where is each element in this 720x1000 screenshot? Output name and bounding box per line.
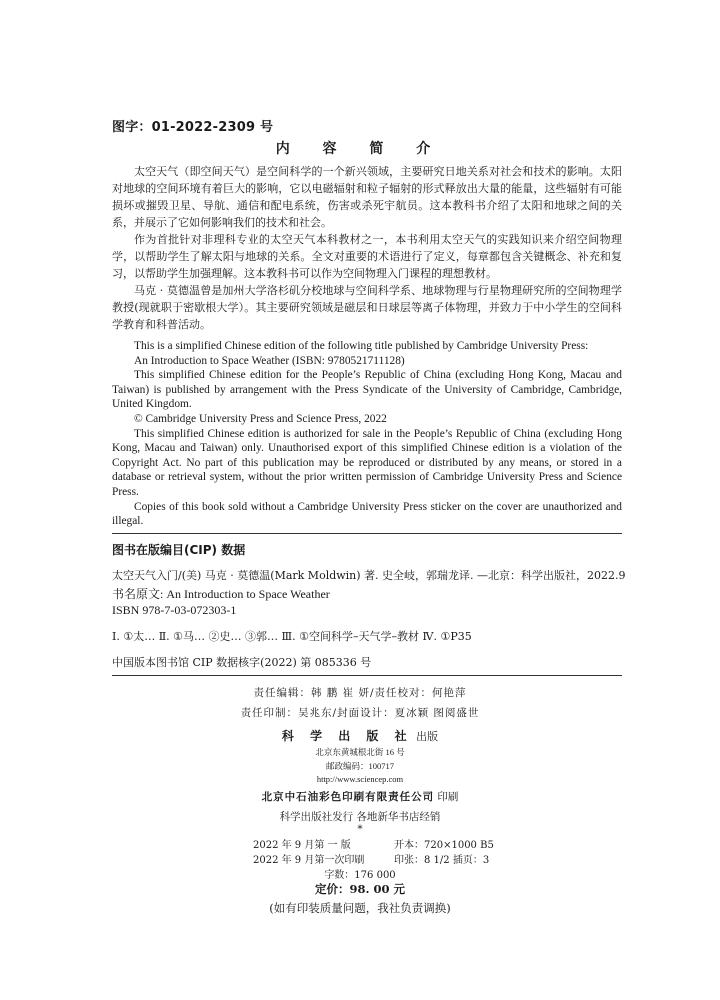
replacement-note: (如有印装质量问题，我社负责调换) xyxy=(269,901,451,915)
editors-line: 责任编辑：韩 鹏 崔 妍/责任校对：何艳萍 xyxy=(253,687,467,699)
summary-paragraph: 马克 · 莫德温曾是加州大学洛杉矶分校地球与空间科学系、地球物理与行星物理研究所的空间物理学教授(现就职于密歇根大学）。其主要研究领域是磁层和日球层等离子体物理，并致力于中小学生的空间科学教育和科普活动。 xyxy=(112,284,622,331)
distribution-line: 科学出版社发行 各地新华书店经销 xyxy=(279,811,441,823)
english-paragraph: Copies of this book sold without a Cambridge University Press sticker on the cover are unauthorized and illegal. xyxy=(112,500,622,528)
separator-star: * xyxy=(357,823,363,835)
cip-number: 中国版本图书馆 CIP 数据核字(2022) 第 085336 号 xyxy=(112,656,372,669)
production-line: 责任印制：吴兆东/封面设计：夏冰颖 图阅盛世 xyxy=(240,707,480,719)
sheets-plates: 印张：8 1/2 插页：3 xyxy=(394,855,490,866)
english-paragraph: An Introduction to Space Weather (ISBN: 9780521711128) xyxy=(134,354,405,367)
summary-text xyxy=(112,163,622,333)
publisher-postcode: 邮政编码：100717 xyxy=(325,761,394,771)
printer-line xyxy=(0,789,720,804)
edition-date: 2022 年 9 月第 一 版 xyxy=(253,840,351,851)
cip-original-title: 书名原文: An Introduction to Space Weather xyxy=(112,587,330,601)
format-size: 开本：720×1000 B5 xyxy=(394,840,494,851)
english-copyright-notice xyxy=(112,339,622,529)
printing-date: 2022 年 9 月第一次印刷 xyxy=(253,855,365,866)
publisher-url: http://www.sciencep.com xyxy=(316,774,404,784)
edition-line xyxy=(253,836,513,851)
printing-line xyxy=(253,851,513,866)
english-paragraph: © Cambridge University Press and Science Press, 2022 xyxy=(134,412,387,425)
english-paragraph: This is a simplified Chinese edition of the following title published by Cambridge University Press: xyxy=(134,340,589,352)
printer-name: 北京中石油彩色印刷有限责任公司 xyxy=(261,791,435,803)
publisher-suffix: 出版 xyxy=(412,730,439,743)
divider xyxy=(112,533,622,534)
cip-entry: 太空天气入门/(美) 马克 · 莫德温(Mark Moldwin) 著. 史全岐，郭瑞龙译. —北京：科学出版社，2022.9 xyxy=(112,569,626,582)
divider xyxy=(112,675,622,676)
summary-paragraph: 太空天气（即空间天气）是空间科学的一个新兴领域，主要研究日地关系对社会和技术的影响。太阳对地球的空间环境有着巨大的影响，它以电磁辐射和粒子辐射的形式释放出大量的能量，这些辐射有可能损坏或摧毁卫星、导航、通信和配电系统，伤害或杀死宇航员。这本教科书介绍了太阳和地球之间的关系，并展示了它如何影响我们的技术和社会。 xyxy=(112,165,622,229)
word-count: 字数：176 000 xyxy=(324,870,396,881)
summary-title: 内 容 简 介 xyxy=(275,141,445,157)
publisher-address: 北京东黄城根北街 16 号 xyxy=(315,747,405,757)
cip-classification: Ⅰ. ①太… Ⅱ. ①马… ②史… ③郭… Ⅲ. ①空间科学–天气学–教材 Ⅳ. ①P35 xyxy=(112,630,472,643)
cip-heading: 图书在版编目(CIP) 数据 xyxy=(112,543,246,557)
registration-number: 图字：01-2022-2309 号 xyxy=(112,120,274,135)
printer-suffix: 印刷 xyxy=(434,791,459,803)
publisher-name: 科 学 出 版 社 xyxy=(281,729,413,743)
price: 定价：98. 00 元 xyxy=(314,882,406,896)
english-paragraph: This simplified Chinese edition for the People’s Republic of China (excluding Hong Kong, Macau and Taiwan) is published by arrangement with the Press Syndicate of the University of Cambridge, Cambridge, United Kingdom. xyxy=(112,369,622,411)
cip-isbn: ISBN 978-7-03-072303-1 xyxy=(112,603,237,617)
summary-paragraph: 作为首批针对非理科专业的太空天气本科教材之一，本书利用太空天气的实践知识来介绍空间物理学，以帮助学生了解太阳与地球的关系。全文对重要的术语进行了定义，每章都包含关键概念、补充和复习，以帮助学生加强理解。这本教科书可以作为空间物理入门课程的理想教材。 xyxy=(112,233,622,280)
english-paragraph: This simplified Chinese edition is authorized for sale in the People’s Republic of China (excluding Hong Kong, Macau and Taiwan) only. Unauthorised export of this simplified Chinese edition is a violation of the Copyright Act. No part of this publication may be reproduced or distributed by any means, or stored in a database or retrieval system, without the prior written permission of Cambridge University Press and Science Press. xyxy=(112,427,622,498)
publisher-line xyxy=(0,727,720,744)
